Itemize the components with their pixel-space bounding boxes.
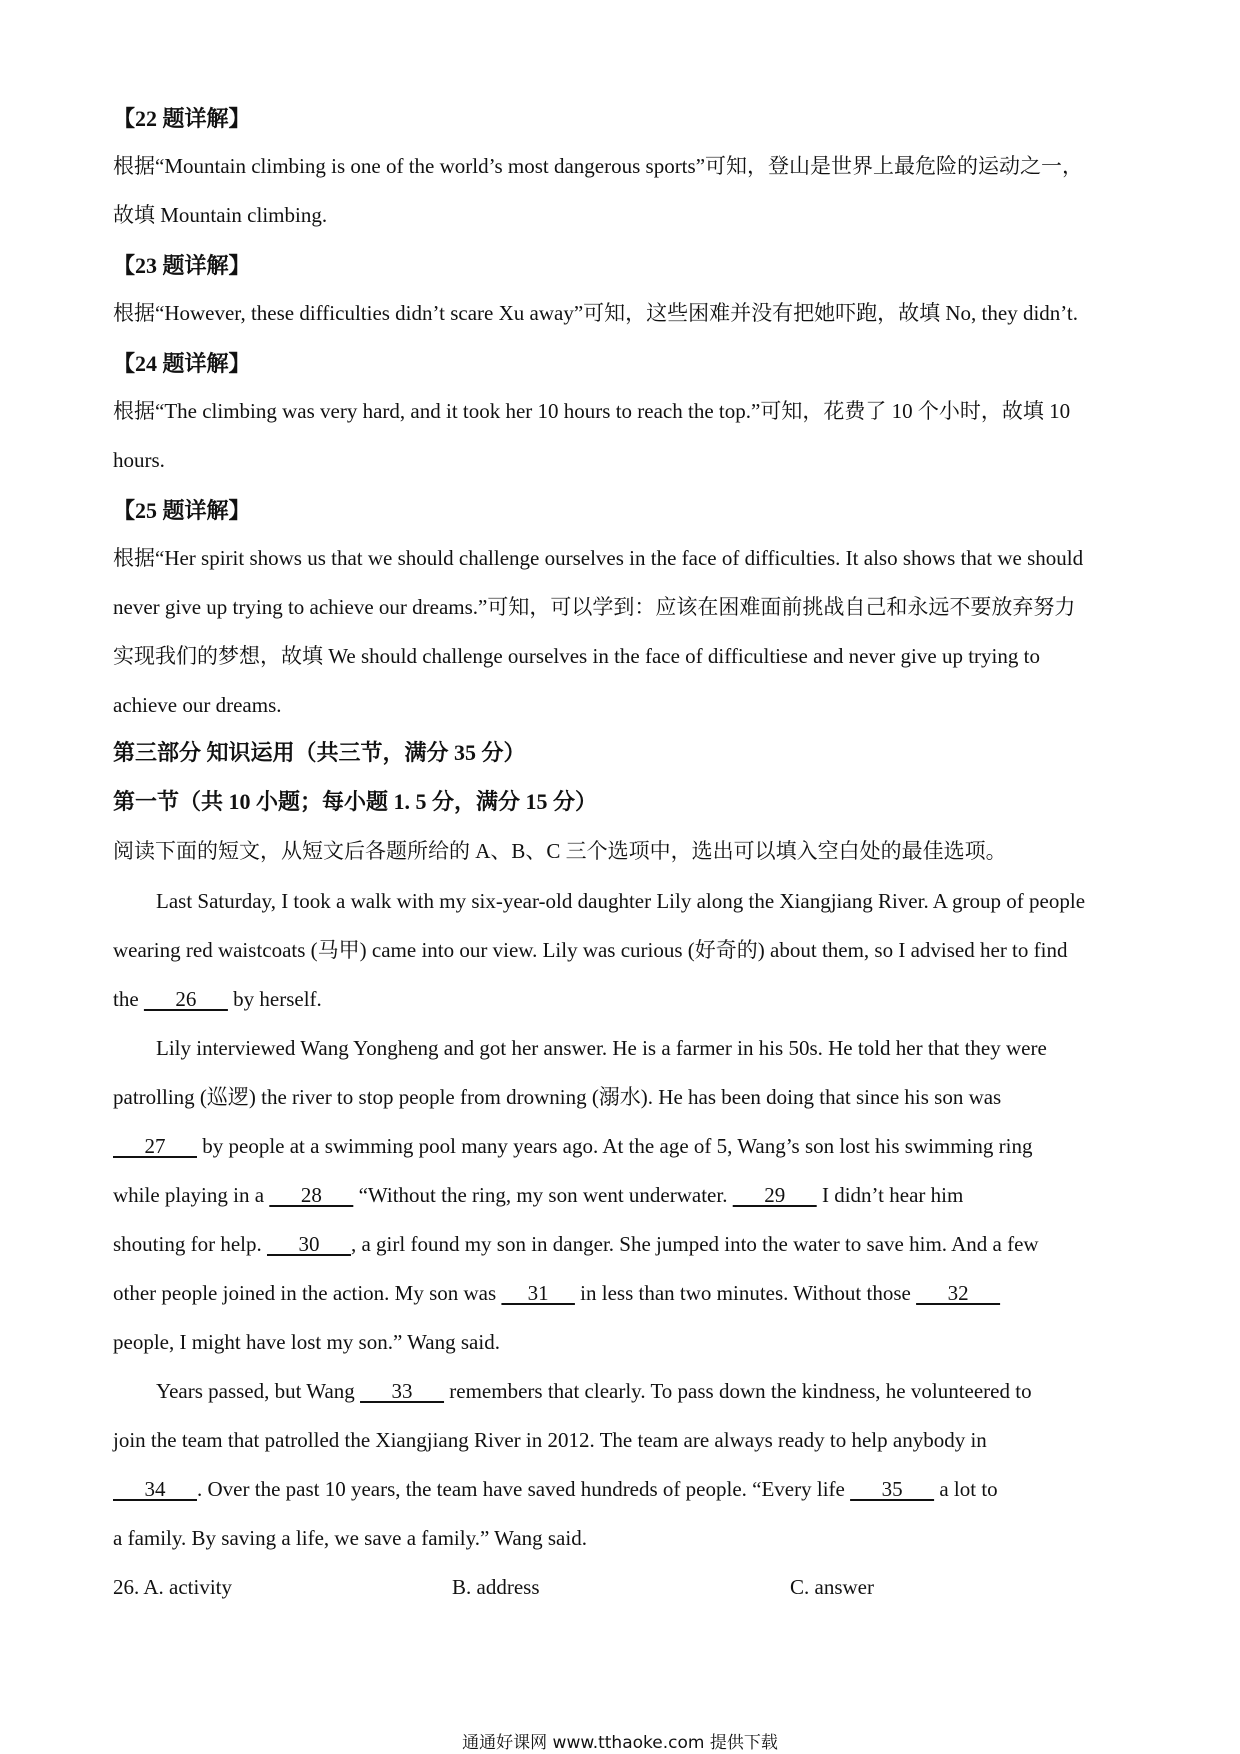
q22-explanation-line-2: 故填 Mountain climbing. [113,203,328,227]
passage-line: wearing red waistcoats (马甲) came into our view. Lily was curious (好奇的) about them, so I advised her to find [113,938,1068,962]
blank-28: 28 [269,1183,354,1207]
passage-text: by herself. [227,987,322,1011]
passage-text: the [113,987,144,1011]
q23-explanation-line-1: 根据“However, these difficulties didn’t scare Xu away”可知，这些困难并没有把她吓跑，故填 No, they didn’t. [113,301,1078,325]
passage-line [113,1180,1133,1210]
passage-line: people, I might have lost my son.” Wang said. [113,1330,500,1354]
passage-text: . Over the past 10 years, the team have saved hundreds of people. “Every life [197,1477,851,1501]
blank-34: 34 [113,1477,197,1501]
footer-watermark: 通通好课网 www.tthaoke.com 提供下载 [462,1733,778,1753]
q25-explanation-line-2: never give up trying to achieve our dreams.”可知，可以学到：应该在困难面前挑战自己和永远不要放弃努力 [113,595,1076,619]
q24-explanation-line-1: 根据“The climbing was very hard, and it took her 10 hours to reach the top.”可知，花费了 10 个小时，故填 10 [113,399,1071,423]
part3-title: 第三部分 知识运用（共三节，满分 35 分） [113,740,526,765]
passage-line: Last Saturday, I took a walk with my six-year-old daughter Lily along the Xiangjiang River. A group of people [156,889,1086,913]
q25-heading: 【25 题详解】 [113,498,251,523]
q25-explanation-line-1: 根据“Her spirit shows us that we should challenge ourselves in the face of difficulties. It also shows that we should [113,546,1084,570]
q24-explanation-line-2: hours. [113,448,165,472]
passage-text: while playing in a [113,1183,270,1207]
passage-line [113,1131,1133,1161]
question-26-option-b: B. address [452,1575,540,1599]
passage-text: remembers that clearly. To pass down the kindness, he volunteered to [444,1379,1032,1403]
question-26-option-c: C. answer [790,1575,874,1599]
blank-32: 32 [916,1281,1001,1305]
passage-line: join the team that patrolled the Xiangjiang River in 2012. The team are always ready to help anybody in [113,1428,987,1452]
passage-text: I didn’t hear him [816,1183,964,1207]
blank-31: 31 [501,1281,575,1305]
passage-text: by people at a swimming pool many years ago. At the age of 5, Wang’s son lost his swimming ring [197,1134,1033,1158]
passage-text: Years passed, but Wang [156,1379,361,1403]
blank-27: 27 [113,1134,197,1158]
passage-line: patrolling (巡逻) the river to stop people from drowning (溺水). He has been doing that since his son was [113,1085,1002,1109]
passage-line [156,1376,1176,1406]
q23-heading: 【23 题详解】 [113,253,251,278]
question-26-option-a: 26. A. activity [113,1575,232,1599]
blank-26: 26 [143,987,228,1011]
q25-explanation-line-4: achieve our dreams. [113,693,282,717]
blank-35: 35 [850,1477,935,1501]
section1-title: 第一节（共 10 小题；每小题 1. 5 分，满分 15 分） [113,789,598,814]
passage-text: other people joined in the action. My son was [113,1281,502,1305]
passage-text: “Without the ring, my son went underwater. [353,1183,733,1207]
q22-explanation-line-1: 根据“Mountain climbing is one of the world’s most dangerous sports”可知，登山是世界上最危险的运动之一， [113,154,1084,178]
instructions: 阅读下面的短文，从短文后各题所给的 A、B、C 三个选项中，选出可以填入空白处的最佳选项。 [113,839,1007,863]
passage-text: in less than two minutes. Without those [574,1281,917,1305]
q22-heading: 【22 题详解】 [113,106,251,131]
passage-line [113,984,1133,1014]
blank-29: 29 [732,1183,817,1207]
passage-text: shouting for help. [113,1232,267,1256]
passage-text: , a girl found my son in danger. She jumped into the water to save him. And a few [350,1232,1039,1256]
passage-text: a lot to [934,1477,998,1501]
q25-explanation-line-3: 实现我们的梦想，故填 We should challenge ourselves in the face of difficultiese and never give up trying to [113,644,1040,668]
blank-30: 30 [266,1232,351,1256]
passage-line: Lily interviewed Wang Yongheng and got her answer. He is a farmer in his 50s. He told her that they were [156,1036,1047,1060]
blank-33: 33 [360,1379,445,1403]
passage-line: a family. By saving a life, we save a family.” Wang said. [113,1526,587,1550]
passage-line [113,1278,1133,1308]
passage-line [113,1474,1133,1504]
passage-line [113,1229,1133,1259]
q24-heading: 【24 题详解】 [113,351,251,376]
